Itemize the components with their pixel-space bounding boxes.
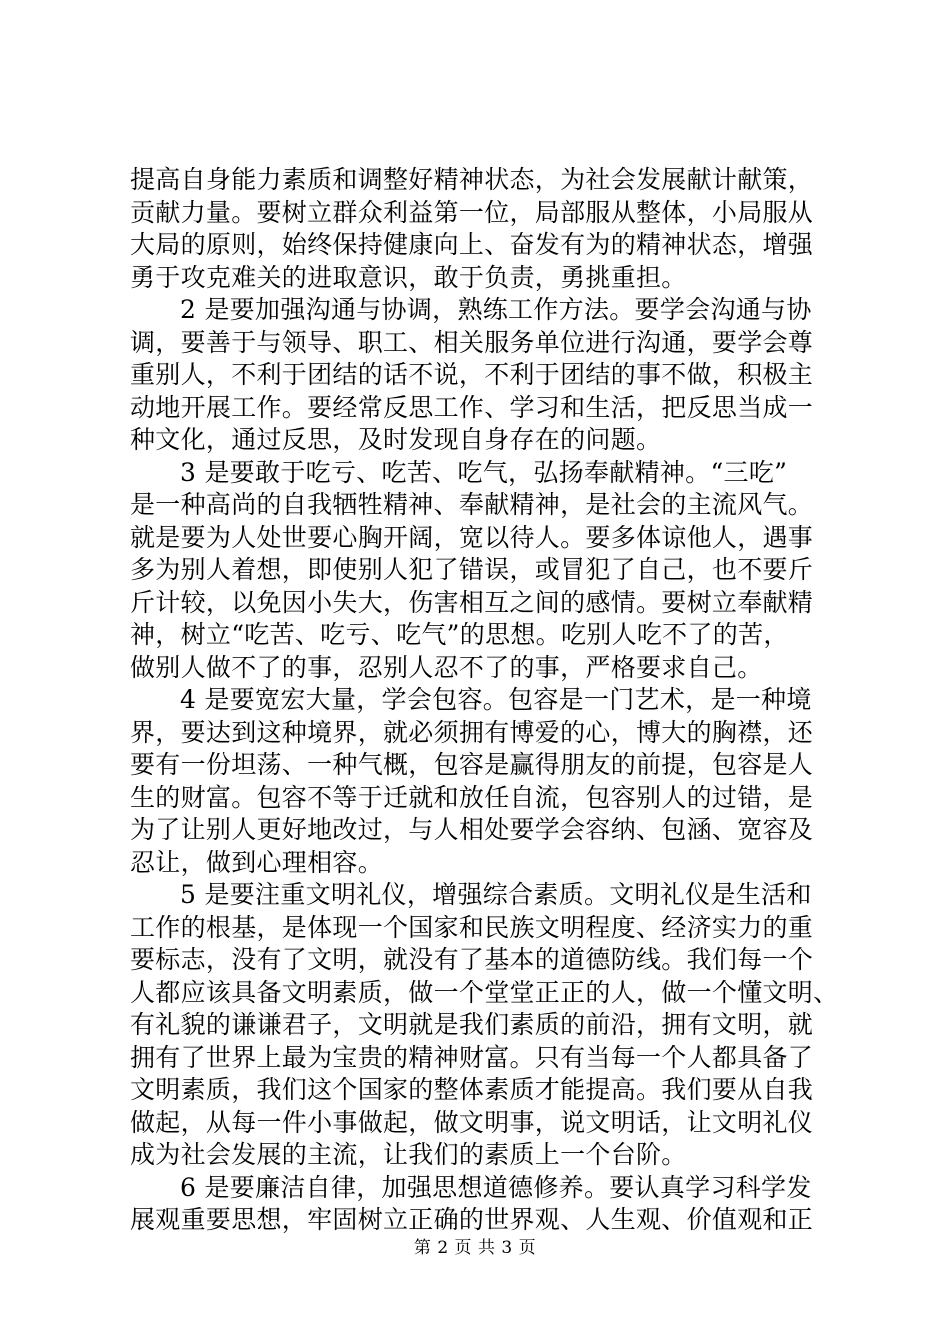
text-line: 多为别人着想，即使别人犯了错误，或冒犯了自己，也不要斤 <box>130 555 814 584</box>
text-line: 勇于攻克难关的进取意识，敢于负责，勇挑重担。 <box>130 262 687 292</box>
text-line: 要标志，没有了文明，就没有了基本的道德防线。我们每一个 <box>130 945 814 974</box>
text-line: 就是要为人处世要心胸开阔，宽以待人。要多体谅他人，遇事 <box>130 522 814 552</box>
text-line: 人都应该具备文明素质，做一个堂堂正正的人，做一个懂文明、 <box>130 977 839 1007</box>
text-line: 种文化，通过反思，及时发现自身存在的问题。 <box>130 425 662 454</box>
text-line: 大局的原则，始终保持健康向上、奋发有为的精神状态，增强 <box>130 230 814 259</box>
text-line: 做起，从每一件小事做起，做文明事，说文明话，让文明礼仪 <box>130 1107 814 1137</box>
paragraph-first-line: 5 是要注重文明礼仪，增强综合素质。文明礼仪是生活和 <box>180 880 812 909</box>
body-text <box>130 164 839 1237</box>
text-line: 神，树立“吃苦、吃亏、吃气”的思想。吃别人吃不了的苦， <box>130 620 789 649</box>
text-line: 成为社会发展的主流，让我们的素质上一个台阶。 <box>130 1140 687 1169</box>
text-line: 忍让，做到心理相容。 <box>130 847 384 877</box>
text-line: 拥有了世界上最为宝贵的精神财富。只有当每一个人都具备了 <box>130 1042 814 1072</box>
text-line: 动地开展工作。要经常反思工作、学习和生活，把反思当成一 <box>130 392 814 422</box>
paragraph-first-line: 6 是要廉洁自律，加强思想道德修养。要认真学习科学发 <box>180 1172 812 1202</box>
text-line: 提高自身能力素质和调整好精神状态，为社会发展献计献策， <box>130 165 814 194</box>
text-line: 界，要达到这种境界，就必须拥有博爱的心，博大的胸襟，还 <box>130 717 814 747</box>
text-line: 生的财富。包容不等于迁就和放任自流，包容别人的过错，是 <box>130 782 814 812</box>
text-line: 重别人，不利于团结的话不说，不利于团结的事不做，积极主 <box>130 360 814 389</box>
text-line: 要有一份坦荡、一种气概，包容是赢得朋友的前提，包容是人 <box>130 750 814 779</box>
text-line: 为了让别人更好地改过，与人相处要学会容纳、包涵、宽容及 <box>130 815 814 844</box>
text-line: 文明素质，我们这个国家的整体素质才能提高。我们要从自我 <box>130 1075 814 1104</box>
text-line: 调，要善于与领导、职工、相关服务单位进行沟通，要学会尊 <box>130 327 814 357</box>
paragraph-first-line: 4 是要宽宏大量，学会包容。包容是一门艺术，是一种境 <box>180 685 812 714</box>
text-line: 贡献力量。要树立群众利益第一位，局部服从整体，小局服从 <box>130 197 814 227</box>
paragraph-first-line: 3 是要敢于吃亏、吃苦、吃气，弘扬奉献精神。“三吃” <box>180 457 788 487</box>
text-line: 做别人做不了的事，忍别人忍不了的事，严格要求自己。 <box>130 652 763 682</box>
page-footer: 第 2 页 共 3 页 <box>413 1238 537 1258</box>
text-line: 展观重要思想，牢固树立正确的世界观、人生观、价值观和正 <box>130 1205 814 1234</box>
text-line: 有礼貌的谦谦君子，文明就是我们素质的前沿，拥有文明，就 <box>130 1010 814 1039</box>
text-line: 工作的根基，是体现一个国家和民族文明程度、经济实力的重 <box>130 912 814 942</box>
paragraph-first-line: 2 是要加强沟通与协调，熟练工作方法。要学会沟通与协 <box>180 295 812 324</box>
text-line: 斤计较，以免因小失大，伤害相互之间的感情。要树立奉献精 <box>130 587 814 617</box>
text-line: 是一种高尚的自我牺牲精神、奉献精神，是社会的主流风气。 <box>130 490 814 519</box>
